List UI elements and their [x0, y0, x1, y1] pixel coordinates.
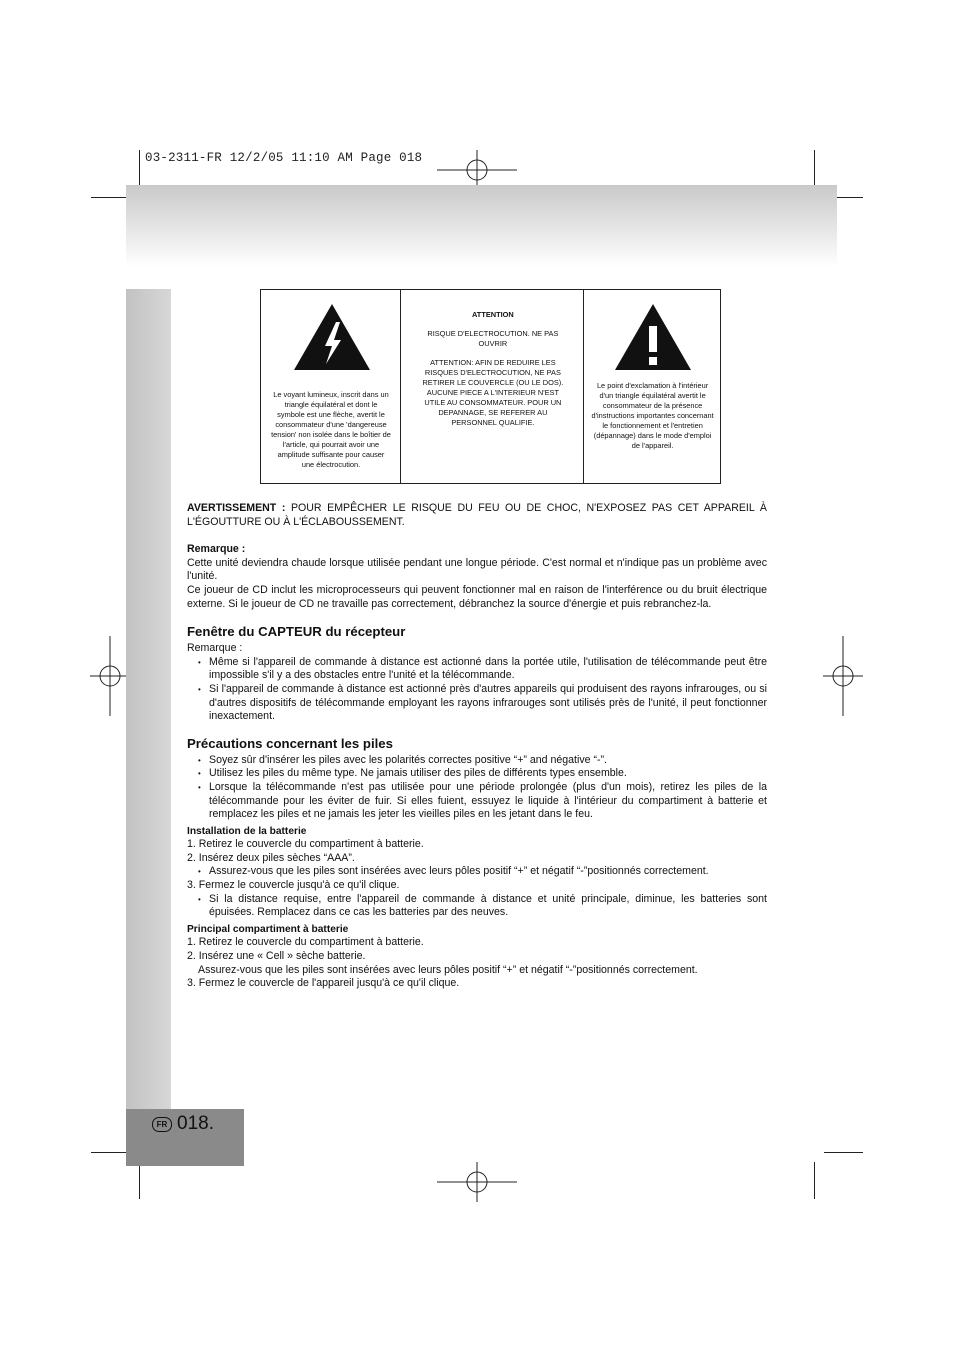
- warning-cell-exclamation: [583, 290, 720, 483]
- print-slug: 03-2311-FR 12/2/05 11:10 AM Page 018: [145, 151, 423, 165]
- piles-heading: Précautions concernant les piles: [187, 735, 393, 751]
- crop-mark: [824, 1152, 863, 1153]
- crop-mark: [91, 197, 131, 198]
- side-band: [126, 289, 171, 1109]
- install-step-2: 2. Insérez deux piles sèches “AAA”.: [187, 851, 355, 864]
- avertissement-label: AVERTISSEMENT :: [187, 502, 286, 514]
- avertissement-paragraph: [187, 502, 767, 529]
- installation-label: Installation de la batterie: [187, 825, 307, 837]
- remarque-paragraph-2: Ce joueur de CD inclut les microprocesseurs qui peuvent fonctionner mal en raison de l'interférence ou du bruit électrique externe. Si le joueur de CD ne travaille pas correctement, débranchez la source d'énergie et puis rebranchez-la.: [187, 583, 767, 610]
- attention-title: ATTENTION: [472, 310, 514, 319]
- piles-bullet-1: • Soyez sûr d'insérer les piles avec les polarités correctes positive “+” and négative “-”.: [187, 754, 767, 768]
- registration-mark-right: [823, 636, 863, 716]
- capteur-bullet-1: • Même si l'appareil de commande à distance est actionné dans la portée utile, l'utilisation de télécommande peut être impossible s'il y a des obstacles entre l'unité et la télécommande.: [187, 656, 767, 683]
- principal-step-3: 3. Fermez le couvercle de l'appareil jusqu'à ce qu'il clique.: [187, 977, 460, 990]
- main-content: [187, 502, 767, 991]
- avertissement-text: POUR EMPÊCHER LE RISQUE DU FEU OU DE CHOC, N'EXPOSEZ PAS CET APPAREIL À L'ÉGOUTTURE OU À L'ÉCLABOUSSEMENT.: [187, 502, 768, 528]
- attention-line-2: ATTENTION: AFIN DE REDUIRE LES RISQUES D'ELECTROCUTION, NE PAS RETIRER LE COUVERCLE (OU LE DOS). AUCUNE PIECE A L'INTERIEUR N'EST UTILE AU CONSOMMATEUR. POUR UN DEPANNAGE, SE REFERER AU PERSONNEL QUALIFIE.: [422, 358, 564, 427]
- capteur-remarque-label: Remarque :: [187, 642, 243, 655]
- principal-step-2-note: Assurez-vous que les piles sont insérées avec leurs pôles positif “+” et négatif “-”positionnés correctement.: [198, 963, 698, 976]
- page-number-text: 018.: [177, 1113, 214, 1134]
- registration-mark-left: [90, 636, 130, 716]
- install-step-2-bullet: • Assurez-vous que les piles sont insérées avec leurs pôles positif “+” et négatif “-”positionnés correctement.: [187, 865, 767, 879]
- piles-bullet-3: • Lorsque la télécommande n'est pas utilisée pour une période prolongée (plus d'un mois), retirez les piles de la télécommande pour les éviter de fuir. Si elles fuient, essuyez le liquide à l'intérieur du compartiment à batterie et remplacez les piles et ne jamais les jeter les vieilles piles en les jetant dans le feu.: [187, 781, 767, 822]
- header-band: [126, 185, 837, 267]
- install-step-1: 1. Retirez le couvercle du compartiment à batterie.: [187, 838, 424, 851]
- piles-bullet-2: • Utilisez les piles du même type. Ne jamais utiliser des piles de différents types ensemble.: [187, 767, 767, 781]
- language-badge: FR: [152, 1117, 172, 1132]
- page-number: [152, 1113, 214, 1135]
- remarque-label: Remarque :: [187, 543, 246, 556]
- registration-mark-top: [437, 150, 517, 190]
- capteur-bullet-2: • Si l'appareil de commande à distance est actionné près d'autres appareils qui produisent des rayons infrarouges, ou si d'autres dispositifs de télécommande employant les rayons infrarouges sont utilisés près de l'unité, il peut fonctionner inexactement.: [187, 683, 767, 724]
- lightning-warning-icon: [292, 302, 372, 372]
- principal-step-2: 2. Insérez une « Cell » sèche batterie.: [187, 950, 366, 963]
- crop-mark: [814, 1162, 815, 1199]
- crop-mark: [91, 1152, 131, 1153]
- warning-cell-attention: [400, 290, 582, 483]
- crop-mark: [139, 1162, 140, 1199]
- principal-label: Principal compartiment à batterie: [187, 923, 349, 935]
- install-step-3-bullet: • Si la distance requise, entre l'appareil de commande à distance et unité principale, diminue, les batteries sont épuisées. Remplacez dans ce cas les batteries par des neuves.: [187, 893, 767, 920]
- exclamation-warning-text: Le point d'exclamation à l'intérieur d'un triangle équilatéral avertit le consommateur de la présence d'instructions importantes concernant le fonctionnement et l'entretien (dépannage) dans le mode d'emploi de l'appareil.: [591, 381, 714, 450]
- capteur-heading: Fenêtre du CAPTEUR du récepteur: [187, 624, 406, 640]
- registration-mark-bottom: [437, 1162, 517, 1202]
- lightning-warning-text: Le voyant lumineux, inscrit dans un triangle équilatéral et dont le symbole est une flèche, avertit le consommateur d'une 'dangereuse tension' non isolée dans le boîtier de l'article, qui pourrait avoir une amplitude suffisante pour causer une électrocution.: [271, 390, 391, 469]
- install-step-3: 3. Fermez le couvercle jusqu'à ce qu'il clique.: [187, 879, 400, 892]
- attention-line-1: RISQUE D'ELECTROCUTION. NE PAS OUVRIR: [427, 329, 559, 348]
- safety-warning-box: [260, 289, 721, 484]
- exclamation-warning-icon: [613, 302, 693, 372]
- principal-step-1: 1. Retirez le couvercle du compartiment à batterie.: [187, 936, 424, 949]
- remarque-paragraph-1: Cette unité deviendra chaude lorsque utilisée pendant une longue période. C'est normal et n'indique pas un problème avec l'unité.: [187, 556, 767, 583]
- warning-cell-lightning: [261, 290, 400, 483]
